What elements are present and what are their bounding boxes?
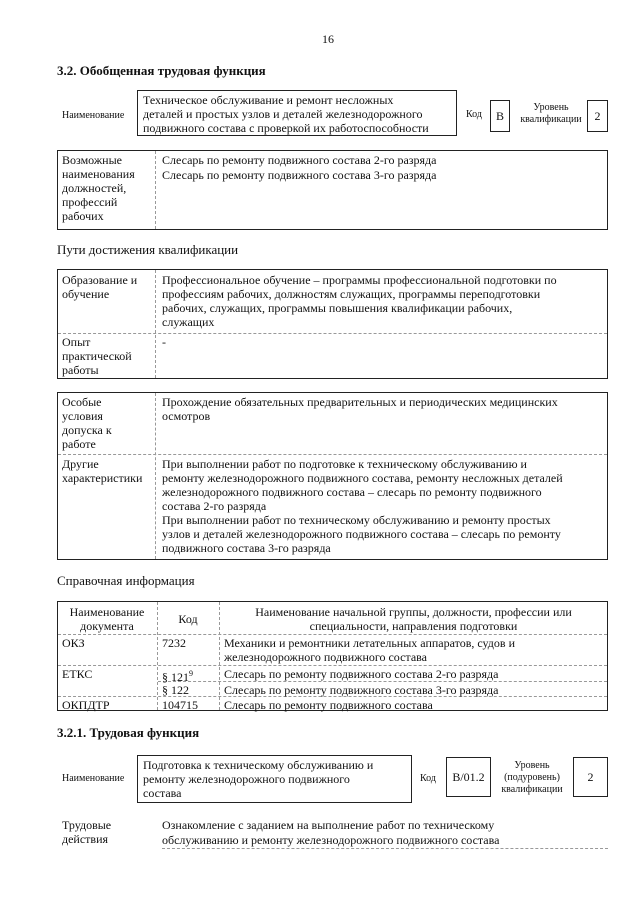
code-box — [490, 100, 510, 132]
name-box — [137, 90, 457, 136]
experience-value: - — [162, 335, 166, 349]
function-level-value: 2 — [587, 770, 594, 784]
paths-heading: Пути достижения квалификации — [57, 242, 239, 257]
other-label: Другие характеристики — [62, 457, 143, 485]
name-value: Техническое обслуживание и ремонт несложных деталей и простых узлов и деталей железнодорожного подвижного состава с проверкой их работоспособности — [143, 93, 429, 135]
other-value: При выполнении работ по подготовке к техническому обслуживанию и ремонту железнодорожного подвижного состава, ремонту несложных деталей железнодорожного подвижного состава – слесарь по ремонту подвижного состава 2-го разряда При выполнении работ по техническому обслуживанию и ремонту простых узлов и деталей железнодорожного подвижного состава – слесарь по ремонту подвижного состава 3-го разряда — [162, 457, 563, 555]
function-level-box — [573, 757, 608, 797]
ref-code: § 122 — [162, 683, 189, 697]
function-heading: 3.2.1. Трудовая функция — [57, 725, 200, 740]
education-value: Профессиональное обучение – программы профессиональной подготовки по профессиям рабочих, должностям служащих, программы переподготовки рабочих, служащих, программы повышения квалификации рабочих, служащих — [162, 273, 557, 329]
actions-label: Трудовые действия — [62, 818, 112, 846]
section-heading: 3.2. Обобщенная трудовая функция — [57, 63, 266, 78]
ref-doc: ЕТКС — [62, 667, 93, 681]
experience-label: Опыт практической работы — [62, 335, 132, 377]
ref-code: 104715 — [162, 698, 198, 712]
name-label: Наименование — [62, 110, 125, 121]
ref-name: Слесарь по ремонту подвижного состава — [224, 698, 433, 712]
actions-value: обслуживанию и ремонту железнодорожного подвижного состава — [162, 833, 500, 847]
ref-col-doc: Наименование документа — [69, 605, 145, 633]
function-name-box — [137, 755, 412, 803]
ref-col-code: Код — [178, 612, 198, 626]
education-label: Образование и обучение — [62, 273, 138, 301]
ref-code: § $121^9$ — [162, 669, 193, 684]
reference-heading: Справочная информация — [57, 573, 195, 588]
ref-name: Механики и ремонтники летательных аппаратов, судов и железнодорожного подвижного состава — [224, 636, 515, 664]
ref-col-name: Наименование начальной группы, должности, профессии или специальности, направления подготовки — [255, 605, 572, 633]
ref-code: 7232 — [162, 636, 186, 650]
ref-name: Слесарь по ремонту подвижного состава 2-го разряда — [224, 667, 499, 681]
position-item: Слесарь по ремонту подвижного состава 3-го разряда — [162, 168, 437, 182]
conditions-label: Особые условия допуска к работе — [62, 395, 112, 451]
level-box — [587, 100, 608, 132]
code-value: В — [495, 109, 504, 123]
function-name-label: Наименование — [62, 773, 125, 784]
page-number: 16 — [322, 32, 334, 46]
ref-name: Слесарь по ремонту подвижного состава 3-го разряда — [224, 683, 499, 697]
level-label: Уровень квалификации — [520, 102, 582, 125]
level-value: 2 — [594, 109, 601, 123]
function-name-value: Подготовка к техническому обслуживанию и ремонту железнодорожного подвижного состава — [143, 758, 374, 800]
conditions-value: Прохождение обязательных предварительных и периодических медицинских осмотров — [162, 395, 558, 423]
function-level-label: Уровень (подуровень) квалификации — [501, 760, 563, 795]
code-label: Код — [466, 109, 482, 120]
actions-value: Ознакомление с заданием на выполнение работ по техническому — [162, 818, 495, 832]
position-item: Слесарь по ремонту подвижного состава 2-го разряда — [162, 153, 437, 167]
ref-footnote: 9 — [189, 669, 193, 678]
function-code-box — [446, 757, 491, 797]
function-code-label: Код — [420, 773, 436, 784]
ref-doc: ОКПДТР — [62, 698, 110, 712]
ref-doc: ОКЗ — [62, 636, 85, 650]
function-code-value: В/01.2 — [452, 770, 485, 784]
positions-label: Возможные наименования должностей, профессий рабочих — [62, 153, 135, 223]
